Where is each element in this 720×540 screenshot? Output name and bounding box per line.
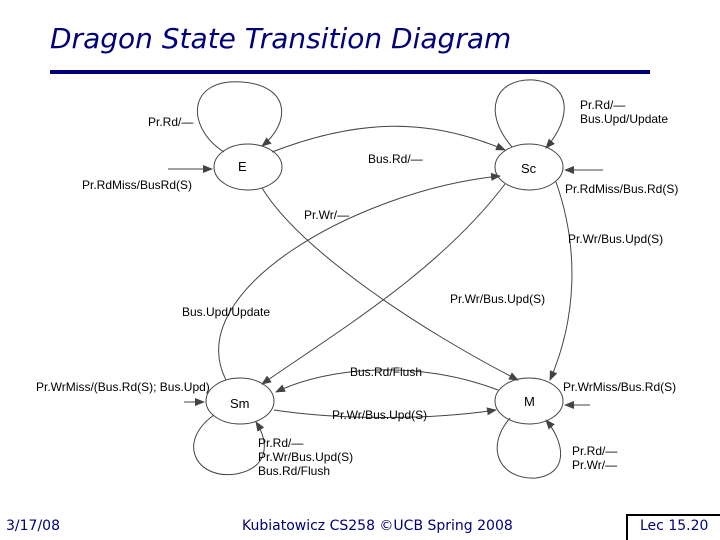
state-E: E <box>238 159 247 174</box>
m-self-loop <box>497 418 560 478</box>
sc-self-loop <box>495 80 564 148</box>
state-E-node <box>214 144 282 190</box>
label-sm-to-sc: Bus.Upd/Update <box>182 305 271 319</box>
sc-to-sm-arrow <box>262 184 505 384</box>
slide-number: Lec 15.20 <box>640 518 709 534</box>
state-Sm: Sm <box>230 396 250 411</box>
sm-to-sc-arrow <box>219 176 500 380</box>
e-to-m-arrow <box>262 188 518 380</box>
label-sm-to-m: Pr.Wr/Bus.Upd(S) <box>332 408 428 422</box>
slide-date: 3/17/08 <box>6 518 60 534</box>
slide-title: Dragon State Transition Diagram <box>50 22 512 55</box>
slide-footer-text: Kubiatowicz CS258 ©UCB Spring 2008 <box>242 518 513 534</box>
label-sc-self: Pr.Rd/— Bus.Upd/Update <box>580 98 669 126</box>
label-e-to-m: Pr.Wr/— <box>304 208 350 222</box>
e-self-loop <box>197 82 281 152</box>
label-sc-entry: Pr.RdMiss/Bus.Rd(S) <box>565 182 679 196</box>
state-M: M <box>524 394 535 409</box>
label-sm-entry: Pr.WrMiss/(Bus.Rd(S); Bus.Upd) <box>36 380 210 394</box>
state-Sc: Sc <box>521 161 537 176</box>
label-e-to-sc: Bus.Rd/— <box>368 152 423 166</box>
label-m-to-sm: Bus.Rd/Flush <box>350 365 423 379</box>
e-to-sc-arrow <box>272 126 505 152</box>
label-e-entry: Pr.RdMiss/BusRd(S) <box>82 178 193 192</box>
label-sc-to-sm: Pr.Wr/Bus.Upd(S) <box>450 292 546 306</box>
sm-self-loop <box>194 415 265 475</box>
label-m-self: Pr.Rd/— Pr.Wr/— <box>572 444 618 472</box>
label-m-entry: Pr.WrMiss/Bus.Rd(S) <box>563 380 677 394</box>
sc-to-m-arrow <box>550 182 572 380</box>
label-sm-self: Pr.Rd/— Pr.Wr/Bus.Upd(S) Bus.Rd/Flush <box>258 436 354 478</box>
label-e-self: Pr.Rd/— <box>148 115 194 129</box>
label-sc-to-m: Pr.Wr/Bus.Upd(S) <box>568 232 664 246</box>
